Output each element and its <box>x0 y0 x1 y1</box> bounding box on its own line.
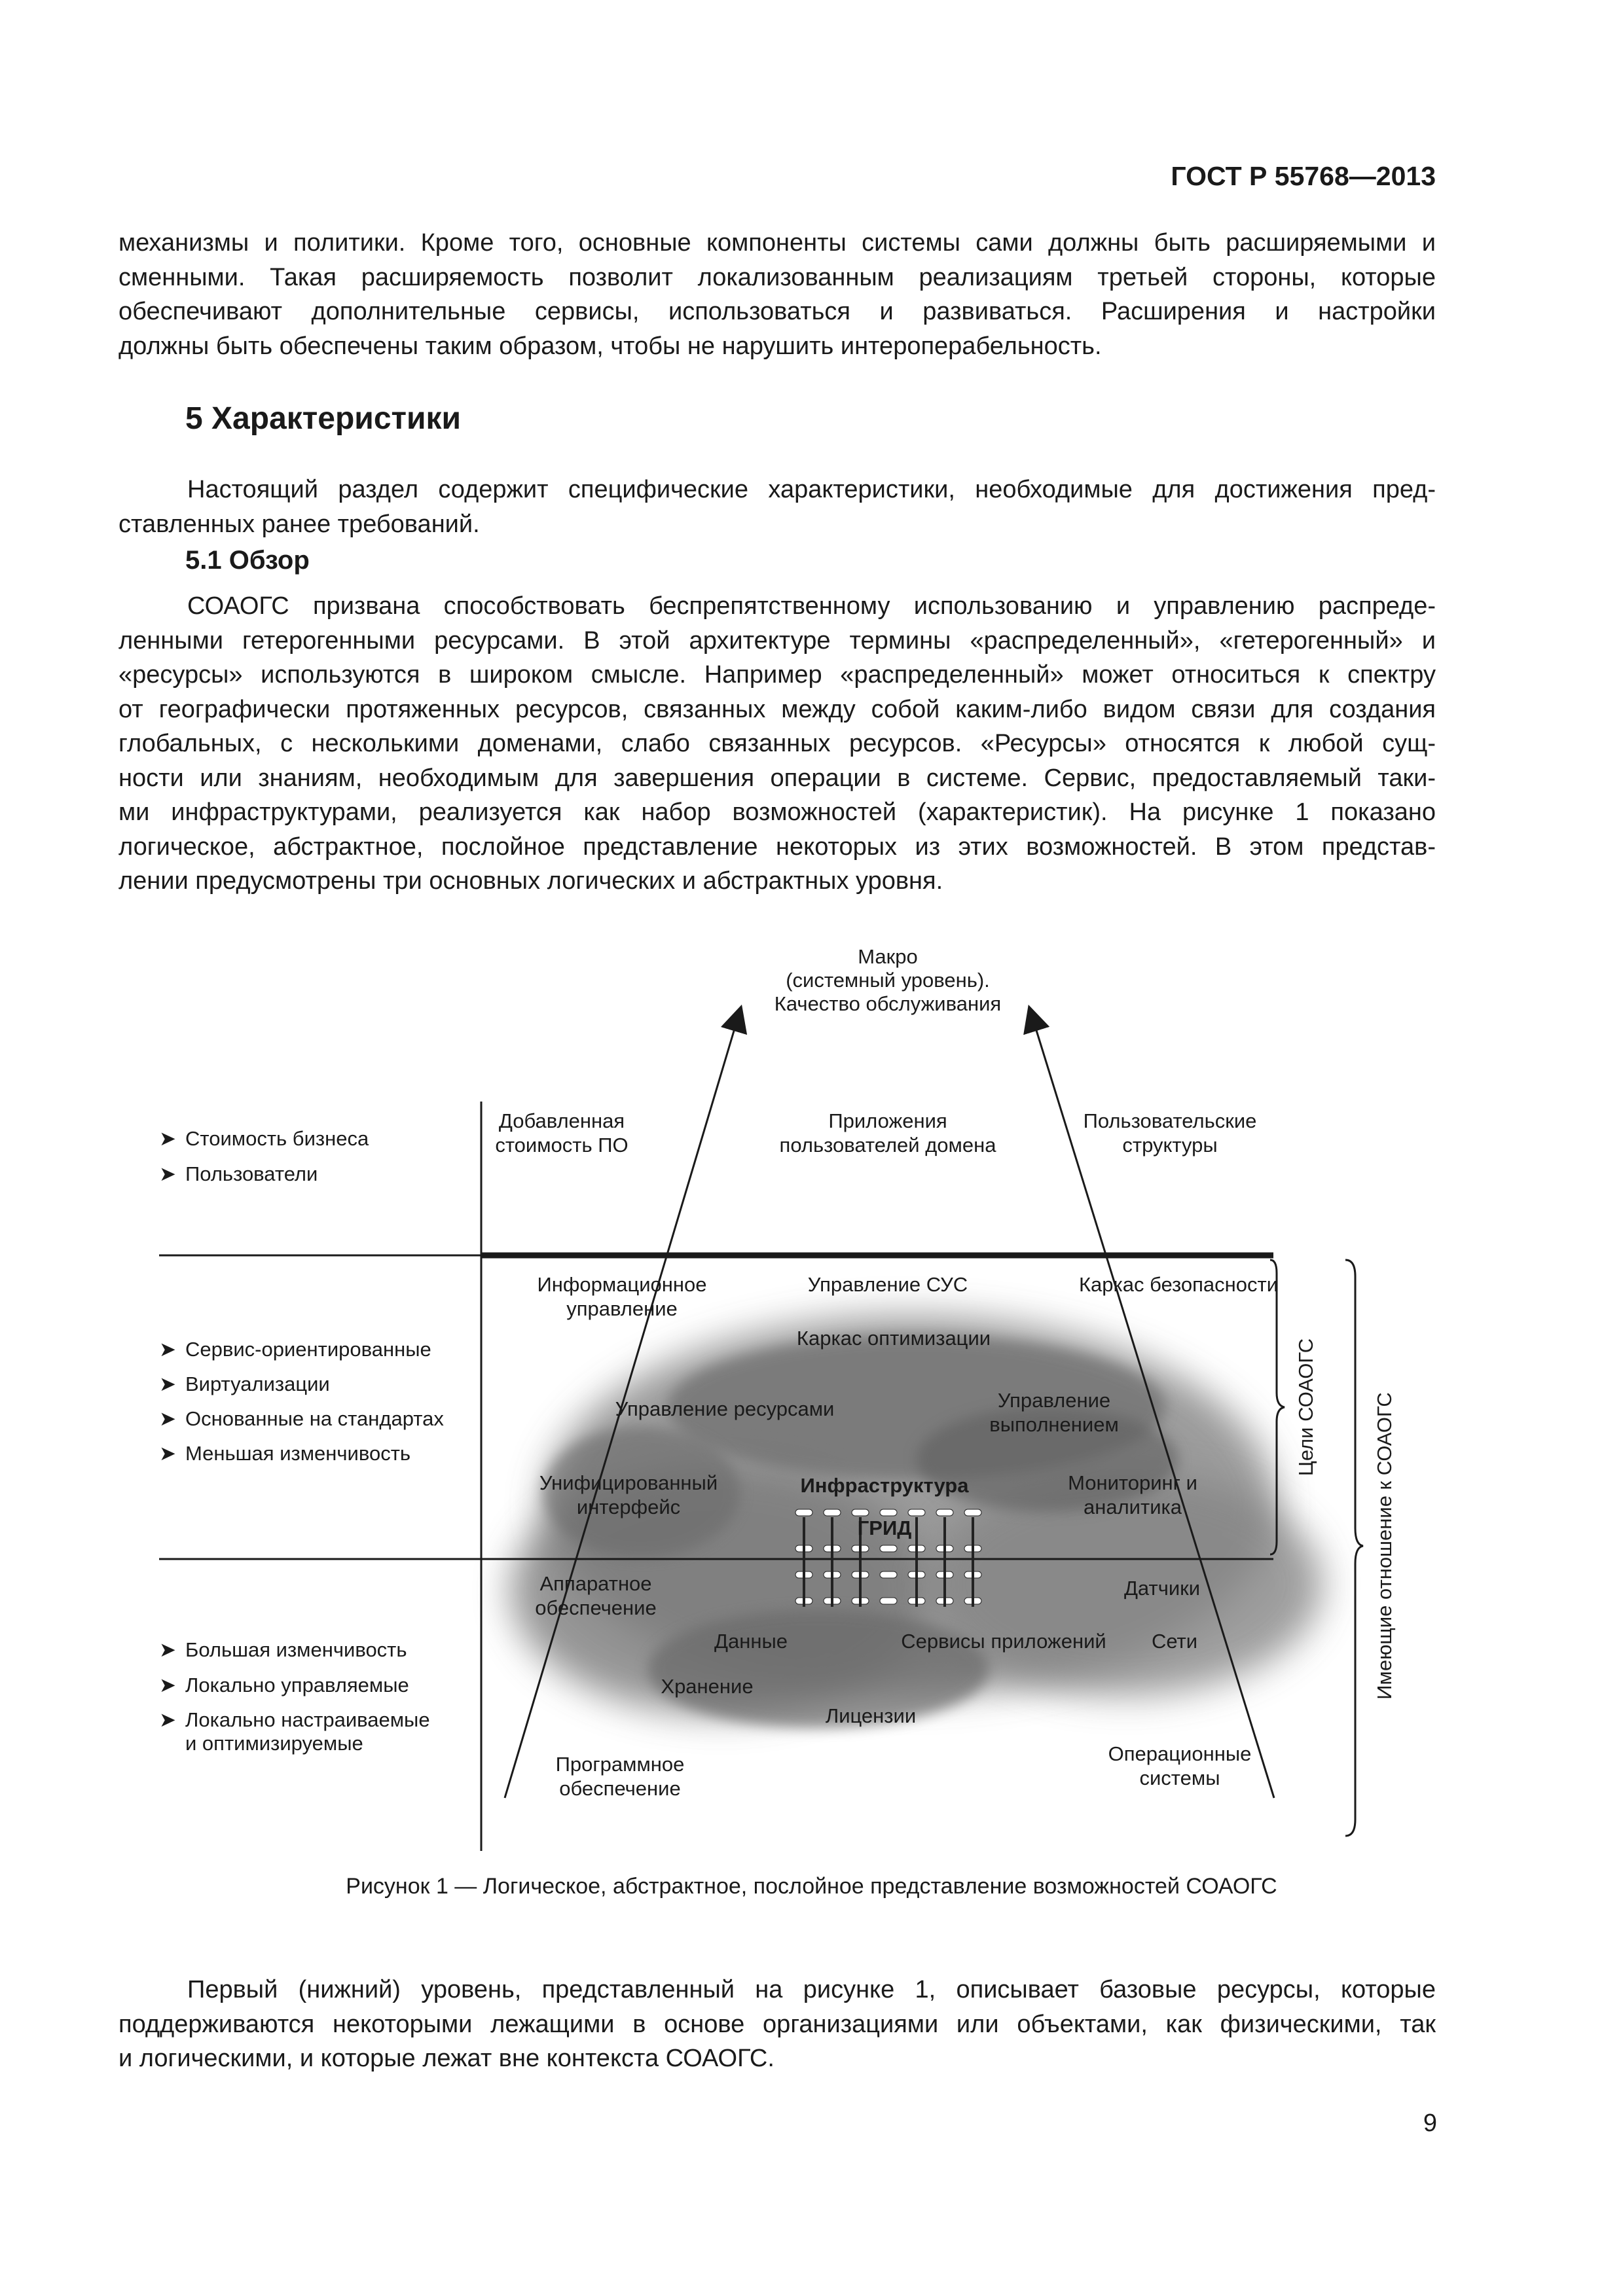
text-line: ленными гетерогенными ресурсами. В этой архитектуре термины «распределенный», «гетерогенный» и <box>119 626 1436 655</box>
user-frameworks-label: структуры <box>1122 1134 1218 1157</box>
text-line: ми инфраструктурами, реализуется как набор возможностей (характеристик). На рисунке 1 показано <box>119 798 1436 826</box>
left-item: Меньшая изменчивость <box>185 1442 411 1465</box>
os-label: системы <box>1139 1767 1220 1789</box>
left-item: Стоимость бизнеса <box>185 1127 369 1150</box>
arrow-bullet-icon: ➤ <box>159 1338 176 1361</box>
section-heading: 5 Характеристики <box>185 401 462 436</box>
left-group-bottom <box>159 1638 430 1755</box>
unified-interface-label: интерфейс <box>576 1496 681 1518</box>
left-item: Большая изменчивость <box>185 1638 407 1661</box>
arrow-bullet-icon: ➤ <box>159 1372 176 1395</box>
info-mgmt-label: управление <box>566 1297 678 1320</box>
arrow-bullet-icon: ➤ <box>159 1162 176 1185</box>
left-item: Сервис-ориентированные <box>185 1338 431 1361</box>
figure-caption: Рисунок 1 — Логическое, абстрактное, послойное представление возможностей СОАОГС <box>346 1874 1277 1899</box>
domain-apps-label: пользователей домена <box>779 1134 996 1157</box>
left-group-top <box>159 1127 369 1185</box>
os-label: Операционные <box>1108 1742 1252 1765</box>
left-item: Виртуализации <box>185 1372 330 1395</box>
closing-paragraph <box>119 1973 1436 2076</box>
arrow-bullet-icon: ➤ <box>159 1407 176 1430</box>
relevant-brace-label: Имеющие отношение к СОАОГС <box>1373 1392 1396 1700</box>
goals-brace-label: Цели СОАОГС <box>1294 1338 1317 1477</box>
optimization-framework-label: Каркас оптимизации <box>796 1327 991 1350</box>
text-line: обеспечивают дополнительные сервисы, использоваться и развиваться. Расширения и настройки <box>119 298 1436 325</box>
subsection-heading: 5.1 Обзор <box>185 546 310 575</box>
networks-label: Сети <box>1151 1630 1198 1653</box>
info-mgmt-label: Информационное <box>537 1273 707 1296</box>
security-framework-label: Каркас безопасности <box>1078 1273 1279 1296</box>
text-line: Первый (нижний) уровень, представленный на рисунке 1, описывает базовые ресурсы, которые <box>187 1976 1436 2003</box>
macro-label: Макро <box>858 945 918 968</box>
software-label: обеспечение <box>559 1777 681 1800</box>
software-label: Программное <box>555 1753 685 1776</box>
infrastructure-label: Инфраструктура <box>800 1474 969 1497</box>
text-line: и логическими, и которые лежат вне контекста СОАОГС. <box>119 2045 775 2072</box>
value-added-label: стоимость ПО <box>495 1134 629 1157</box>
text-line: «ресурсы» используются в широком смысле. Например «распределенный» может относиться к спектру <box>119 661 1436 689</box>
text-line: механизмы и политики. Кроме того, основные компоненты системы сами должны быть расширяемыми и <box>119 229 1436 257</box>
unified-interface-label: Унифицированный <box>539 1471 718 1494</box>
domain-apps-label: Приложения <box>828 1109 947 1132</box>
text-line: ности или знаниям, необходимым для завершения операции в системе. Сервис, предоставляемый таки- <box>119 764 1436 792</box>
arrow-bullet-icon: ➤ <box>159 1638 176 1661</box>
execution-mgmt-label: выполнением <box>989 1413 1119 1436</box>
text-line: Настоящий раздел содержит специфические характеристики, необходимые для достижения пред- <box>187 476 1436 503</box>
left-item: Основанные на стандартах <box>185 1407 444 1430</box>
left-item: Локально управляемые <box>185 1674 409 1696</box>
left-group-middle <box>159 1338 444 1465</box>
hardware-label: Аппаратное <box>539 1572 652 1595</box>
document-standard-number: ГОСТ Р 55768—2013 <box>1171 161 1436 191</box>
relevant-brace-icon <box>1345 1260 1363 1836</box>
user-frameworks-label: Пользовательские <box>1083 1109 1257 1132</box>
text-line: от географически протяженных ресурсов, связанных между собой каким-либо видом связи для создания <box>119 695 1436 723</box>
grid-label: ГРИД <box>857 1516 912 1539</box>
sus-mgmt-label: Управление СУС <box>807 1273 968 1296</box>
macro-label: (системный уровень). <box>786 969 990 992</box>
arrow-bullet-icon: ➤ <box>159 1127 176 1150</box>
macro-label: Качество обслуживания <box>774 992 1002 1015</box>
app-services-label: Сервисы приложений <box>901 1630 1106 1653</box>
monitoring-label: аналитика <box>1083 1496 1182 1518</box>
text-line: лении предусмотрены три основных логических и абстрактных уровня. <box>119 867 943 895</box>
text-line: поддерживаются некоторыми лежащими в основе организациями или объектами, как физическими, так <box>119 2010 1436 2038</box>
text-line: глобальных, с несколькими доменами, слабо связанных ресурсов. «Ресурсы» относятся к любой сущ- <box>119 730 1436 757</box>
data-label: Данные <box>714 1630 788 1653</box>
arrow-bullet-icon: ➤ <box>159 1708 176 1731</box>
page-number: 9 <box>1423 2109 1437 2137</box>
execution-mgmt-label: Управление <box>997 1389 1111 1412</box>
left-item: Локально настраиваемые <box>185 1708 430 1731</box>
storage-label: Хранение <box>661 1675 754 1698</box>
text-line: сменными. Такая расширяемость позволит локализованным реализациям третьей стороны, которые <box>119 263 1436 291</box>
arrow-bullet-icon: ➤ <box>159 1674 176 1696</box>
text-line: СОАОГС призвана способствовать беспрепятственному использованию и управлению распреде- <box>187 592 1436 620</box>
left-item: Пользователи <box>185 1162 318 1185</box>
hardware-label: обеспечение <box>535 1596 657 1619</box>
left-item: и оптимизируемые <box>185 1732 363 1755</box>
text-line: ставленных ранее требований. <box>119 510 480 538</box>
text-line: должны быть обеспечены таким образом, чтобы не нарушить интероперабельность. <box>119 332 1102 360</box>
monitoring-label: Мониторинг и <box>1068 1471 1197 1494</box>
value-added-label: Добавленная <box>498 1109 625 1132</box>
text-line: логическое, абстрактное, послойное представление некоторых из этих возможностей. В этом представ- <box>119 833 1436 861</box>
sensors-label: Датчики <box>1123 1577 1201 1600</box>
licenses-label: Лицензии <box>825 1704 917 1727</box>
resource-mgmt-label: Управление ресурсами <box>615 1397 835 1420</box>
arrow-bullet-icon: ➤ <box>159 1442 176 1465</box>
